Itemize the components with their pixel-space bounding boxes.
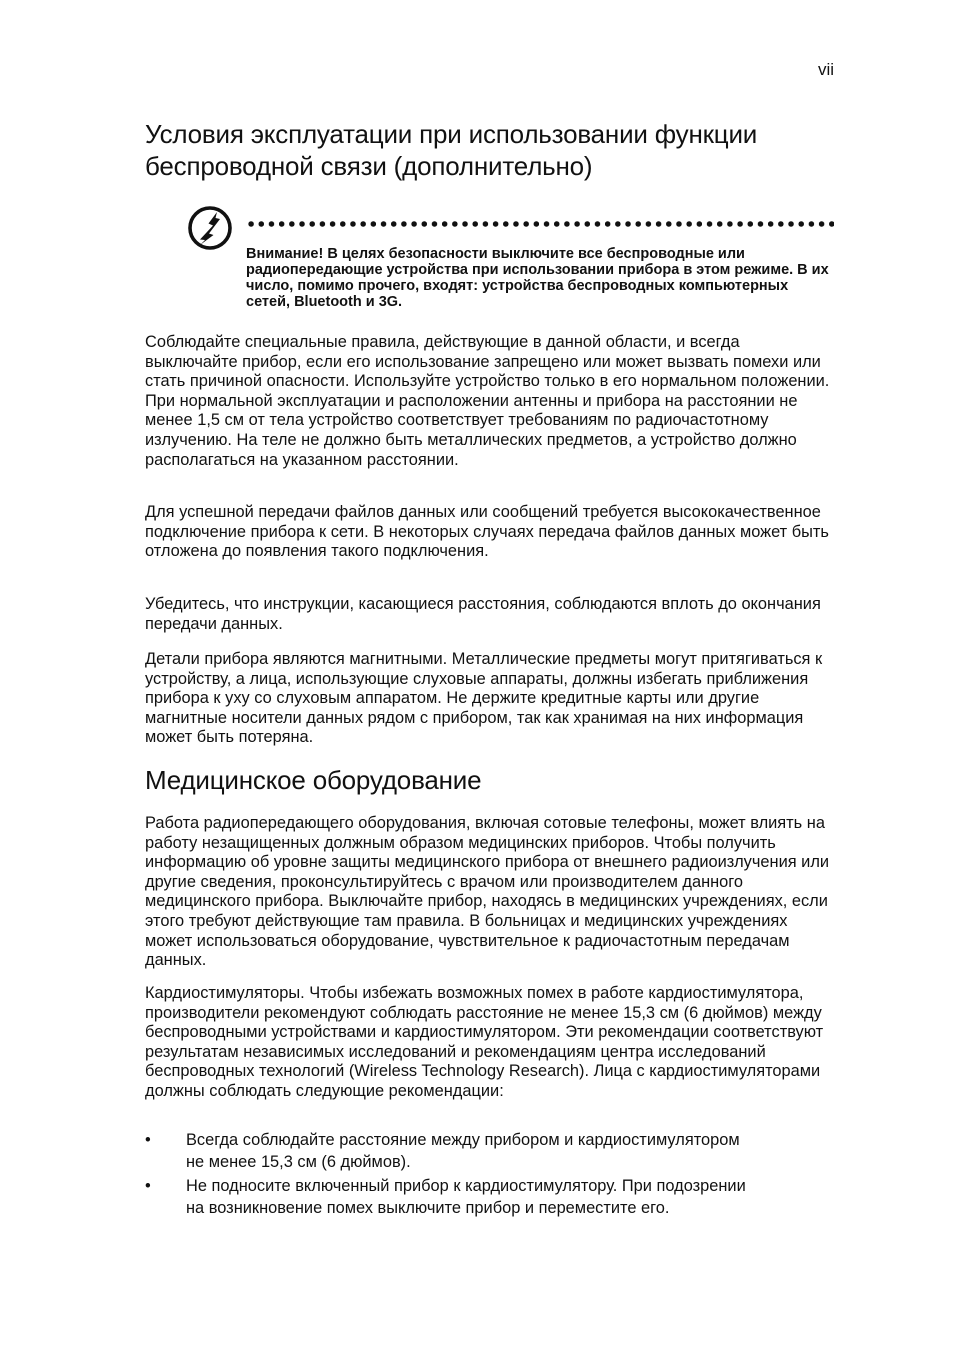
warning-text: Внимание! В целях безопасности выключите все беспроводные или радиопередающие устройства при использовании прибора в этом режиме. В их число, помимо прочего, входят: устройства беспроводных компьютерных сетей, Bluetooth и 3G. [246, 246, 829, 310]
section-title-line-1: Условия эксплуатации при использовании функции [145, 119, 758, 149]
paragraph-2: Для успешной передачи файлов данных или сообщений требуется высококачественное подключение прибора к сети. В некоторых случаях передача файлов данных может быть отложена до появления такого подключения. [145, 503, 829, 561]
paragraph-1: Соблюдайте специальные правила, действующие в данной области, и всегда выключайте прибор, если его использование запрещено или может вызвать помехи или стать причиной опасности. Используйте устройство только в его нормальном положении. При нормальной эксплуатации и расположении антенны и прибора на расстоянии не менее 1,5 см от тела устройство соответствует требованиям по радиочастотному излучению. На теле не должно быть металлических предметов, а устройство должно располагаться на указанном расстоянии. [145, 333, 830, 469]
paragraph-medical-1: Работа радиопередающего оборудования, включая сотовые телефоны, может влиять на работу незащищенных должным образом медицинских приборов. Чтобы получить информацию об уровне защиты медицинского прибора от внешнего радиоизлучения или другие сведения, проконсультируйтесь с врачом или производителем данного медицинского прибора. Выключайте прибор, находясь в медицинских учреждениях, если этого требуют действующие там правила. В больницах и медицинских учреждениях может использоваться оборудование, чувствительное к радиочастотным передачам данных. [145, 814, 830, 970]
bullet-marker: • [145, 1177, 151, 1195]
paragraph-3: Убедитесь, что инструкции, касающиеся расстояния, соблюдаются вплоть до окончания передачи данных. [145, 595, 821, 633]
list-item-line-1: Не подносите включенный прибор к кардиостимулятору. При подозрении [186, 1177, 746, 1195]
paragraph-medical-2: Кардиостимуляторы. Чтобы избежать возможных помех в работе кардиостимулятора, производители рекомендуют соблюдать расстояние не менее 15,3 см (6 дюймов) между беспроводными устройствами и кардиостимулятором. Эти рекомендации соответствуют результатам независимых исследований и рекомендациям центра исследований беспроводных технологий (Wireless Technology Research). Лица с кардиостимуляторами должны соблюдать следующие рекомендации: [145, 984, 824, 1100]
section-title-medical: Медицинское оборудование [145, 765, 482, 795]
list-item-line-1: Всегда соблюдайте расстояние между прибором и кардиостимулятором [186, 1131, 740, 1149]
recommendation-list-1 [145, 1129, 835, 1173]
recommendation-list-2 [145, 1175, 835, 1219]
lightning-warning-icon [186, 204, 234, 252]
list-item [145, 1175, 835, 1219]
page-number: vii [817, 60, 834, 79]
list-item [145, 1129, 835, 1173]
section-title-line-2: беспроводной связи (дополнительно) [145, 151, 593, 181]
list-item-line-2: на возникновение помех выключите прибор и переместите его. [186, 1199, 670, 1217]
warning-divider [246, 221, 834, 227]
bullet-marker: • [145, 1131, 151, 1149]
section-title-wireless [145, 118, 845, 182]
list-item-line-2: не менее 15,3 см (6 дюймов). [186, 1153, 411, 1171]
paragraph-4: Детали прибора являются магнитными. Металлические предметы могут притягиваться к устройству, а лица, использующие слуховые аппараты, должны избегать приближения прибора к уху со слуховым аппаратом. Не держите кредитные карты или другие магнитные носители данных рядом с прибором, так как хранимая на них информация может быть потеряна. [145, 650, 823, 747]
